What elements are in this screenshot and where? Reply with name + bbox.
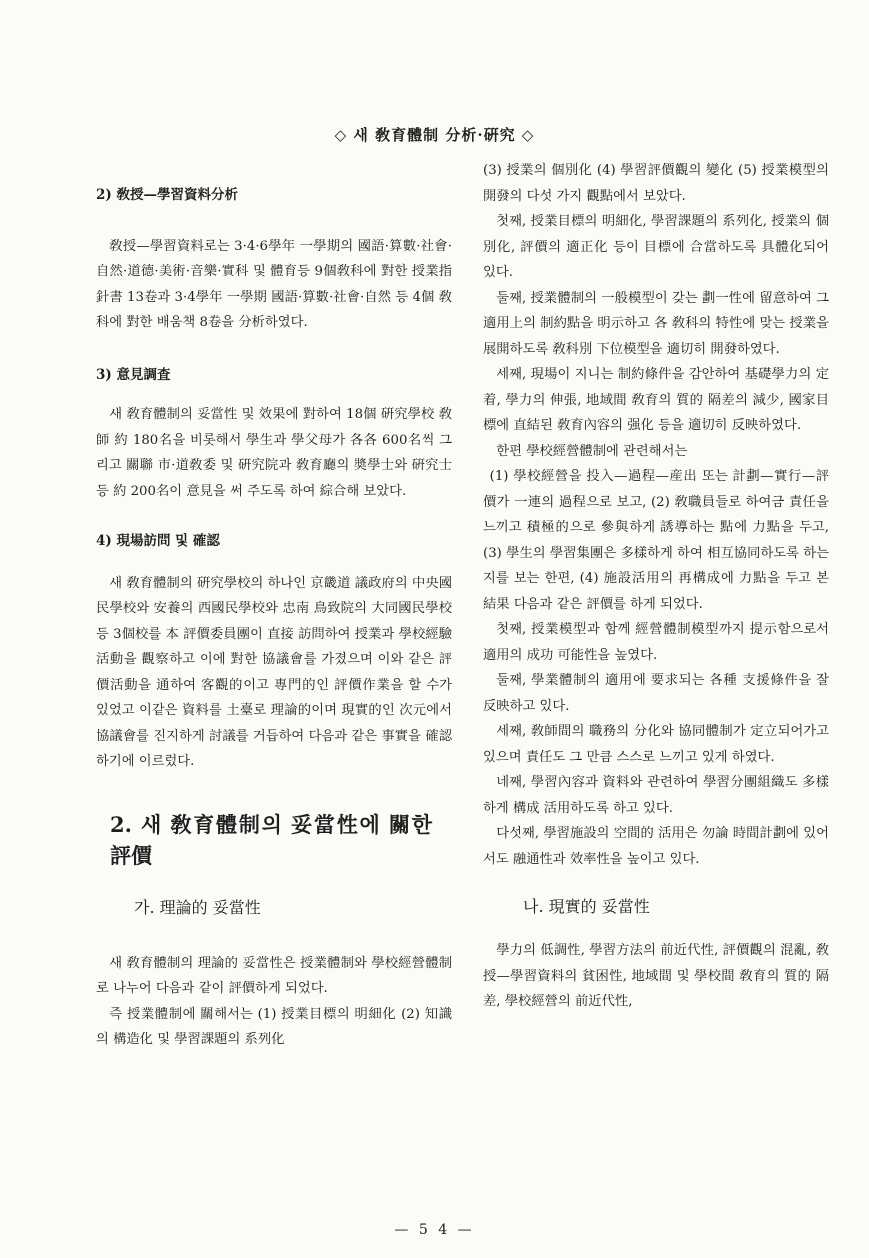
- paragraph: 네째, 學習內容과 資料와 관련하여 學習分團組織도 多樣하게 構成 活用하도록 하고 있다.: [483, 775, 829, 816]
- paragraph: 學力의 低調性, 學習方法의 前近代性, 評價觀의 混亂, 敎授—學習資料의 貧困性, 地域間 및 學校間 敎育의 質的 隔差, 學校經營의 前近代性,: [483, 943, 829, 1009]
- page-number: — 5 4 —: [394, 1222, 475, 1238]
- paragraph: 敎授—學習資料로는 3·4·6學年 一學期의 國語·算數·社會·自然·道德·美術·音樂·實科 및 體育등 9個敎科에 對한 授業指針書 13卷과 3·4學年 一學期 國語·算數·社會·自然 등 4個 敎科에 對한 배움책 8卷을 分析하였다.: [96, 238, 452, 330]
- paragraph: 세째, 現場이 지니는 制約條件을 감안하여 基礎學力의 定着, 學力의 伸張, 地域間 敎育의 質的 隔差의 減少, 國家目標에 直結된 敎育內容의 强化 등을 適切히 反映하였다.: [483, 367, 829, 433]
- left-column: [96, 158, 452, 1053]
- paragraph: (3) 授業의 個別化 (4) 學習評價觀의 變化 (5) 授業模型의 開發의 다섯 가지 觀點에서 보았다.: [483, 163, 829, 204]
- paragraph: (1) 學校經營을 投入—過程—産出 또는 計劃—實行—評價가 一連의 過程으로 보고, (2) 敎職員들로 하여금 責任을 느끼고 積極的으로 參與하게 誘導하는 點에 力點을 두고, (3) 學生의 學習集團은 多樣하게 하여 相互協同하도록 하는지를 보는 한편, (4) 施設活用의 再構成에 力點을 두고 본 結果 다음과 같은 評價를 하게 되었다.: [483, 469, 829, 612]
- paragraph: 둘째, 授業體制의 一般模型이 갖는 劃一性에 留意하여 그 適用上의 制約點을 明示하고 各 敎科의 特性에 맞는 授業을 展開하도록 敎科別 下位模型을 適切히 開發하였다.: [483, 290, 829, 357]
- section-heading-3: 3) 意見調査: [96, 366, 171, 383]
- paragraph: 즉 授業體制에 關해서는 (1) 授業目標의 明細化 (2) 知識의 構造化 및 學習課題의 系列化: [96, 1006, 452, 1047]
- paragraph: 둘째, 學業體制의 適用에 要求되는 各種 支援條件을 잘 反映하고 있다.: [483, 673, 829, 714]
- paragraph: 다섯째, 學習施設의 空間的 活用은 勿論 時間計劃에 있어서도 融通性과 效率性을 높이고 있다.: [483, 826, 829, 867]
- paragraph: 새 敎育體制의 硏究學校의 하나인 京畿道 議政府의 中央國民學校와 安養의 西國民學校와 忠南 鳥致院의 大同國民學校 등 3個校를 本 評價委員團이 直接 訪問하여 授業과 學校經驗活動을 觀察하고 이에 對한 協議會를 가졌으며 이와 같은 評價活動을 通하여 客觀的이고 專門的인 評價作業을 할 수가 있었고 이같은 資料를 土臺로 理論的이며 現實的인 次元에서 協議會를 진지하게 討議를 거듭하여 다음과 같은 事實을 確認하기에 이르렀다.: [96, 575, 452, 769]
- paragraph: 새 敎育體制의 妥當性 및 效果에 對하여 18個 硏究學校 敎師 約 180名을 비롯해서 學生과 學父母가 各各 600名씩 그리고 關聯 市·道敎委 및 硏究院과 敎育廳의 奬學士와 硏究士 등 約 200名이 意見을 써 주도록 하여 綜合해 보았다.: [96, 407, 452, 499]
- subsection-heading-na: 나. 現實的 妥當性: [523, 897, 650, 916]
- paragraph: 첫째, 授業模型과 함께 經營體制模型까지 提示함으로서 適用의 成功 可能性을 높였다.: [483, 622, 829, 663]
- section-heading-4: 4) 現場訪問 및 確認: [96, 533, 220, 549]
- paragraph: 첫째, 授業目標의 明細化, 學習課題의 系列化, 授業의 個別化, 評價의 適正化 등이 目標에 合當하도록 具體化되어 있다.: [483, 214, 829, 280]
- section-heading-2: 2) 敎授—學習資料分析: [96, 187, 238, 203]
- subsection-heading-ga: 가. 理論的 妥當性: [134, 897, 261, 917]
- right-column: [483, 158, 829, 1015]
- chapter-heading: 2. 새 敎育體制의 妥當性에 關한 評價: [110, 811, 432, 868]
- page-header: ◇ 새 敎育體制 分析·硏究 ◇: [334, 126, 535, 144]
- paragraph: 세째, 敎師間의 職務의 分化와 協同體制가 定立되어가고 있으며 責任도 그 만큼 스스로 느끼고 있게 하였다.: [483, 724, 829, 765]
- paragraph: 한편 學校經營體制에 관련해서는: [496, 443, 688, 459]
- paragraph: 새 敎育體制의 理論的 妥當性은 授業體制와 學校經營體制로 나누어 다음과 같이 評價하게 되었다.: [96, 955, 452, 996]
